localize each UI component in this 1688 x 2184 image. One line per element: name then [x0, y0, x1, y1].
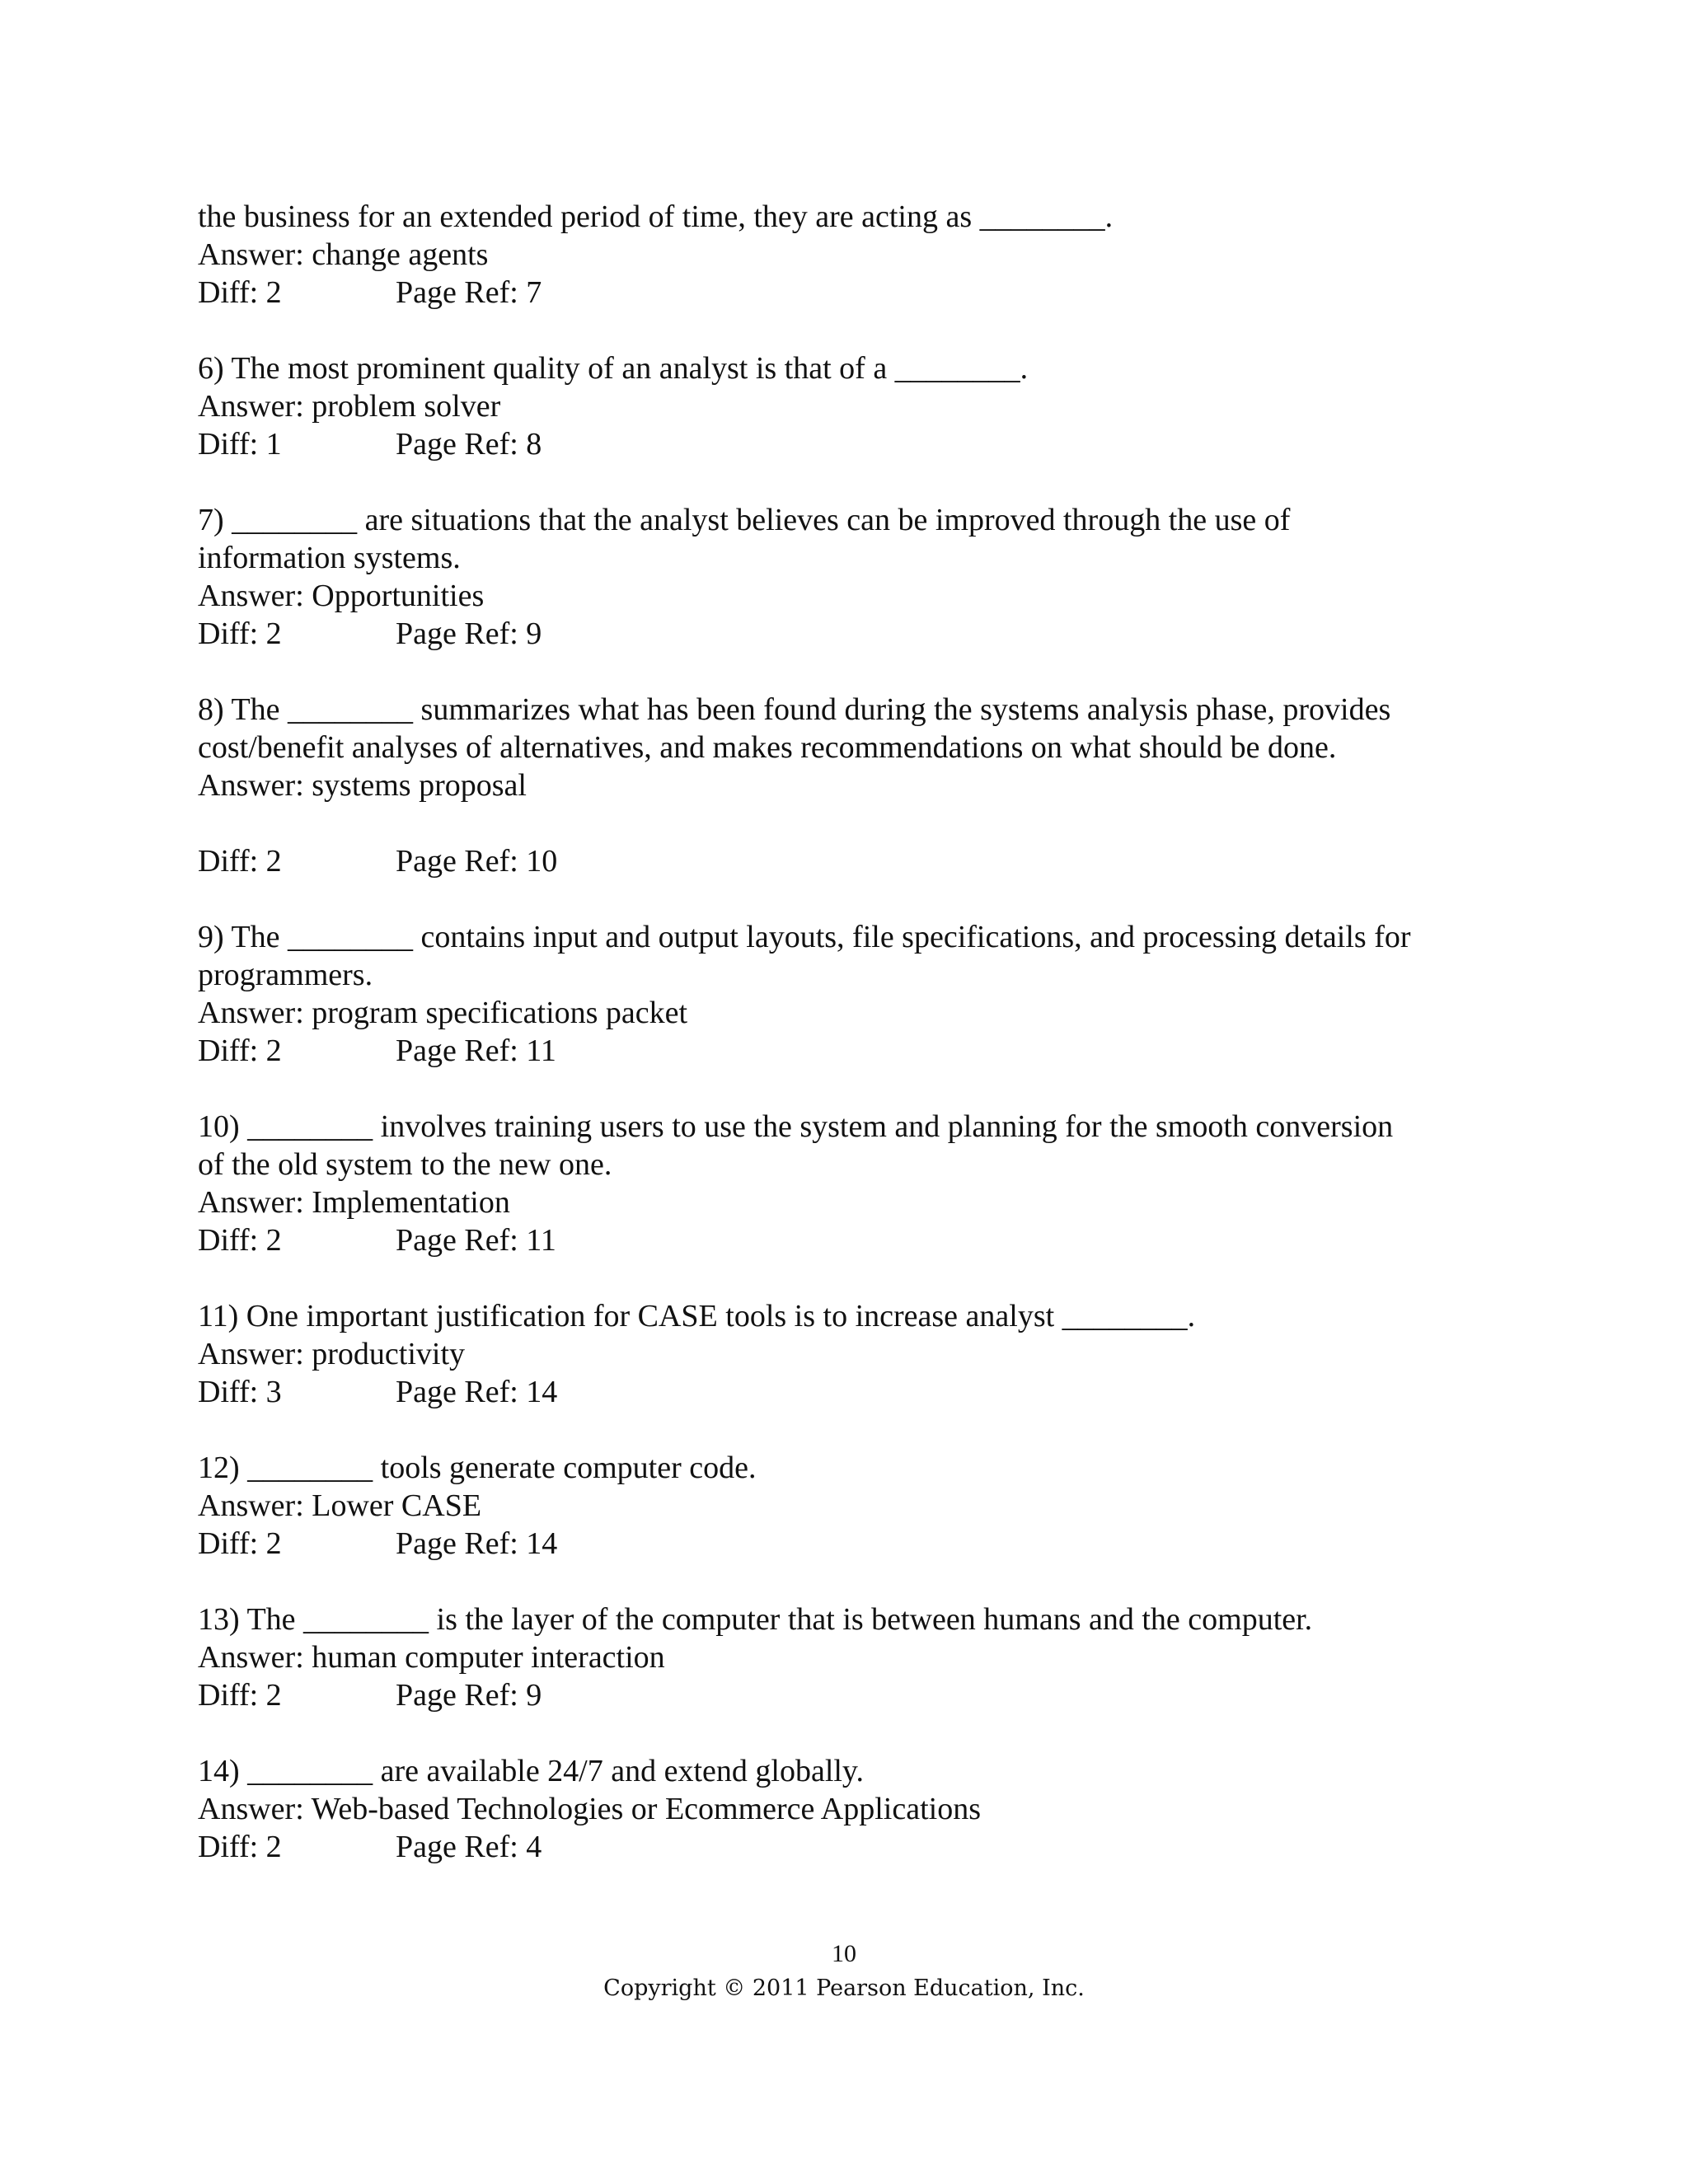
- question-text-line: cost/benefit analyses of alternatives, and makes recommendations on what should be done.: [198, 730, 1337, 765]
- answer-text: Answer: Implementation: [198, 1185, 510, 1220]
- question-text-line: 13) The ________ is the layer of the computer that is between humans and the computer.: [198, 1602, 1313, 1637]
- difficulty-label: Diff: 2: [198, 1526, 282, 1561]
- answer-text: Answer: productivity: [198, 1337, 466, 1371]
- blank-line: [198, 804, 1517, 842]
- page-reference: Page Ref: 10: [396, 844, 558, 879]
- question-text-line: 8) The ________ summarizes what has been found during the systems analysis phase, provides: [198, 692, 1391, 727]
- difficulty-label: Diff: 2: [198, 275, 282, 310]
- answer-text: Answer: systems proposal: [198, 768, 527, 803]
- difficulty-row: [198, 425, 1517, 463]
- page-reference: Page Ref: 9: [396, 616, 542, 651]
- question-item-7: [198, 501, 1517, 653]
- difficulty-label: Diff: 2: [198, 844, 282, 879]
- answer-text: Answer: problem solver: [198, 389, 501, 424]
- difficulty-row: [198, 1828, 1517, 1866]
- answer-text: Answer: change agents: [198, 237, 489, 272]
- page-footer: [0, 1938, 1688, 2004]
- difficulty-row: [198, 274, 1517, 312]
- difficulty-label: Diff: 2: [198, 1033, 282, 1068]
- question-text-line: 6) The most prominent quality of an analyst is that of a ________.: [198, 351, 1029, 386]
- question-text-line: 12) ________ tools generate computer code.: [198, 1451, 757, 1485]
- page-reference: Page Ref: 14: [396, 1526, 558, 1561]
- answer-text: Answer: Opportunities: [198, 579, 485, 613]
- question-text-line: programmers.: [198, 958, 373, 992]
- question-text-line: 9) The ________ contains input and output layouts, file specifications, and processing details for: [198, 920, 1411, 954]
- page-reference: Page Ref: 11: [396, 1223, 556, 1258]
- answer-text: Answer: human computer interaction: [198, 1640, 665, 1675]
- question-text-line: 11) One important justification for CASE tools is to increase analyst ________.: [198, 1299, 1196, 1333]
- question-text-line: information systems.: [198, 541, 461, 575]
- difficulty-row: [198, 1221, 1517, 1259]
- page-number: 10: [832, 1940, 856, 1967]
- page-reference: Page Ref: 11: [396, 1033, 556, 1068]
- question-text-line: of the old system to the new one.: [198, 1147, 612, 1182]
- difficulty-label: Diff: 2: [198, 616, 282, 651]
- answer-text: Answer: program specifications packet: [198, 996, 688, 1030]
- question-item-14: [198, 1752, 1517, 1866]
- question-item-13: [198, 1601, 1517, 1714]
- question-list: [198, 198, 1517, 1904]
- difficulty-label: Diff: 1: [198, 427, 282, 462]
- question-item-8: [198, 691, 1517, 880]
- question-item-9: [198, 918, 1517, 1070]
- difficulty-row: [198, 615, 1517, 653]
- question-item-10: [198, 1108, 1517, 1259]
- difficulty-row: [198, 1032, 1517, 1070]
- question-text-line: 14) ________ are available 24/7 and extend globally.: [198, 1754, 864, 1788]
- answer-text: Answer: Web-based Technologies or Ecommerce Applications: [198, 1792, 981, 1826]
- question-item-5: [198, 198, 1517, 312]
- page-reference: Page Ref: 4: [396, 1830, 542, 1864]
- question-text-line: 7) ________ are situations that the analyst believes can be improved through the use of: [198, 503, 1291, 537]
- page-reference: Page Ref: 7: [396, 275, 542, 310]
- difficulty-row: [198, 1676, 1517, 1714]
- difficulty-row: [198, 842, 1517, 880]
- difficulty-label: Diff: 2: [198, 1678, 282, 1713]
- difficulty-row: [198, 1525, 1517, 1563]
- difficulty-row: [198, 1373, 1517, 1411]
- question-text-line: the business for an extended period of time, they are acting as ________.: [198, 199, 1114, 234]
- question-item-12: [198, 1449, 1517, 1563]
- difficulty-label: Diff: 2: [198, 1223, 282, 1258]
- page-reference: Page Ref: 9: [396, 1678, 542, 1713]
- question-text-line: 10) ________ involves training users to use the system and planning for the smooth conversion: [198, 1109, 1394, 1144]
- difficulty-label: Diff: 3: [198, 1375, 282, 1409]
- copyright-notice: Copyright © 2011 Pearson Education, Inc.: [603, 1975, 1085, 2001]
- answer-text: Answer: Lower CASE: [198, 1488, 482, 1523]
- difficulty-label: Diff: 2: [198, 1830, 282, 1864]
- question-item-11: [198, 1297, 1517, 1411]
- page-reference: Page Ref: 14: [396, 1375, 558, 1409]
- question-item-6: [198, 349, 1517, 463]
- page-reference: Page Ref: 8: [396, 427, 542, 462]
